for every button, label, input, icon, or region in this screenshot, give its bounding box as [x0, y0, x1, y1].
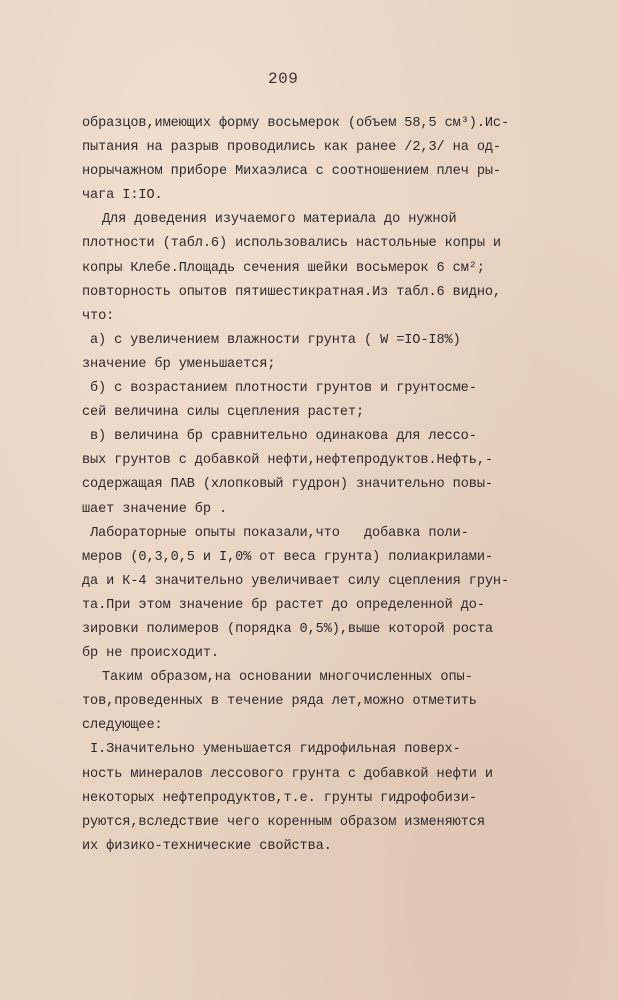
text-line: I.Значительно уменьшается гидрофильная поверх- — [90, 742, 461, 758]
text-line: в) величина бр сравнительно одинакова для лессо- — [90, 429, 477, 445]
text-line: б) с возрастанием плотности грунтов и грунтосме- — [90, 381, 477, 397]
text-line: плотности (табл.6) использовались настольные копры и — [82, 236, 501, 252]
text-line: норычажном приборе Михаэлиса с соотношением плеч ры- — [82, 164, 501, 180]
text-line: ность минералов лессового грунта с добавкой нефти и — [82, 766, 493, 782]
text-line: меров (0,3,0,5 и I,0% от веса грунта) полиакрилами- — [82, 549, 493, 565]
text-line: а) с увеличением влажности грунта ( W =IO-I8%) — [90, 332, 461, 348]
text-line: руются,вследствие чего коренным образом изменяются — [82, 814, 485, 830]
text-line: что: — [82, 308, 115, 324]
text-line: образцов,имеющих форму восьмерок (объем 58,5 см³).Ис- — [82, 116, 510, 131]
text-line: тов,проведенных в течение ряда лет,можно отметить — [82, 694, 477, 710]
text-line: Лабораторные опыты показали,что добавка поли- — [90, 525, 469, 541]
text-line: вых грунтов с добавкой нефти,нефтепродуктов.Нефть,- — [82, 453, 493, 469]
text-line: копры Клебе.Площадь сечения шейки восьмерок 6 см²; — [82, 260, 485, 276]
text-line: да и К-4 значительно увеличивает силу сцепления грун- — [82, 573, 510, 589]
text-line: пытания на разрыв проводились как ранее /2,3/ на од- — [82, 140, 501, 156]
page-number: 209 — [268, 70, 299, 88]
text-line: Таким образом,на основании многочисленных опы- — [102, 670, 473, 686]
text-line: сей величина силы сцепления растет; — [82, 405, 365, 421]
text-line: их физико-технические свойства. — [82, 838, 332, 854]
text-line: шает значение бр . — [82, 501, 228, 517]
text-line: та.При этом значение бр растет до определенной до- — [82, 597, 485, 613]
text-line: следующее: — [82, 718, 163, 734]
text-line: содержащая ПАВ (хлопковый гудрон) значительно повы- — [82, 477, 493, 493]
body-text — [82, 112, 542, 859]
text-line: зировки полимеров (порядка 0,5%),выше которой роста — [82, 621, 493, 637]
text-line: некоторых нефтепродуктов,т.е. грунты гидрофобизи- — [82, 790, 477, 806]
text-line: Для доведения изучаемого материала до нужной — [102, 212, 457, 228]
text-line: бр не происходит. — [82, 646, 219, 662]
text-line: повторность опытов пятишестикратная.Из табл.6 видно, — [82, 284, 501, 300]
text-line: чага I:IO. — [82, 188, 163, 204]
text-line: значение бр уменьшается; — [82, 356, 276, 372]
